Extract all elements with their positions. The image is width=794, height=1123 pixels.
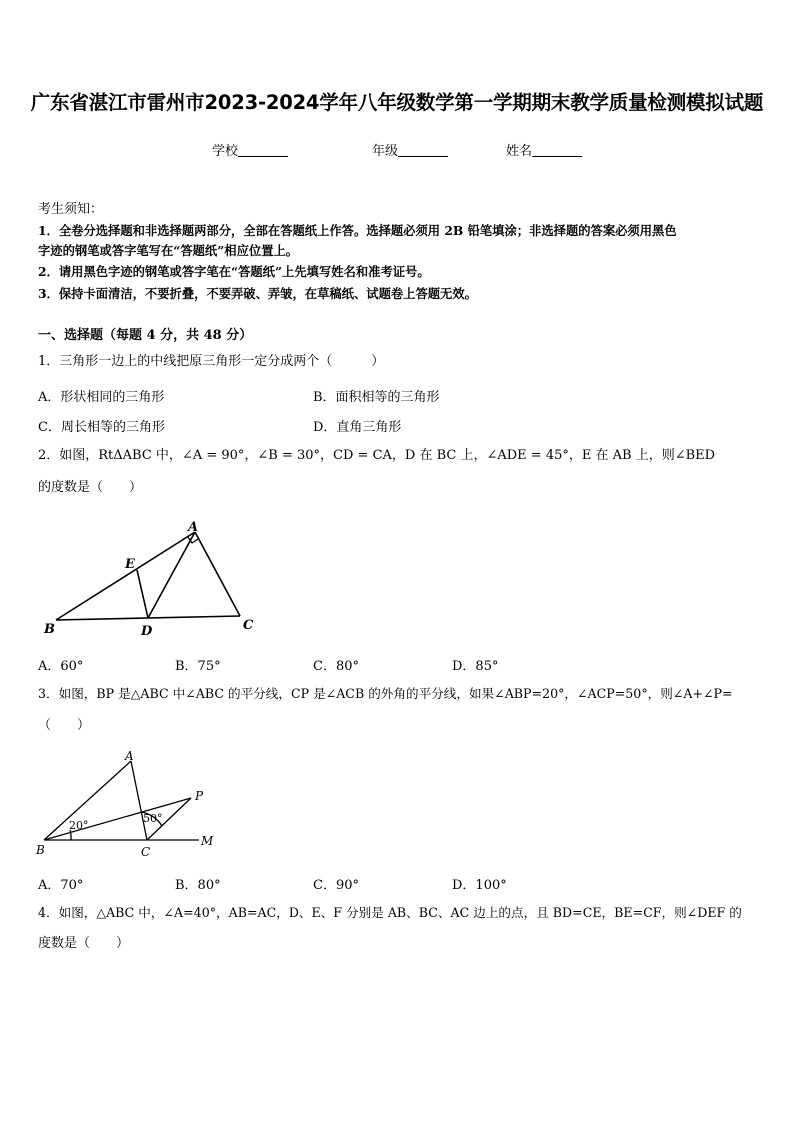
q3-label-b: B: [36, 843, 45, 857]
q1-option-b: B．面积相等的三角形: [313, 390, 440, 405]
q1-option-d: D．直角三角形: [313, 420, 402, 435]
q2-label-d: D: [141, 624, 153, 639]
name-field: [506, 140, 582, 159]
notice-line-2: 2．请用黑色字迹的钢笔或答字笔在“答题纸”上先填写姓名和准考证号。: [38, 264, 430, 279]
q3-angle-50: 50°: [143, 812, 163, 825]
notice-heading: 考生须知：: [38, 202, 104, 217]
q1-option-a: A．形状相同的三角形: [38, 390, 165, 405]
section-heading: 一、选择题（每题 4 分，共 48 分）: [38, 328, 253, 343]
q3-option-c: C．90°: [313, 878, 359, 893]
notice-line-3: 3．保持卡面清洁，不要折叠，不要弄破、弄皱，在草稿纸、试题卷上答题无效。: [38, 286, 477, 301]
q3-option-a: A．70°: [38, 878, 84, 893]
q3-stem-cont: （ ）: [38, 718, 91, 733]
grade-field: [372, 140, 448, 159]
q2-label-c: C: [243, 618, 254, 633]
q1-option-c: C．周长相等的三角形: [38, 420, 165, 435]
q2-label-a: A: [188, 520, 199, 535]
q3-angle-20: 20°: [69, 819, 89, 832]
q2-option-d: D．85°: [452, 659, 499, 674]
q3-label-c: C: [141, 845, 151, 859]
q3-option-d: D．100°: [452, 878, 507, 893]
q4-stem: 4．如图，△ABC 中，∠A=40°，AB=AC，D、E、F 分别是 AB、BC、AC 边上的点，且 BD=CE，BE=CF，则∠DEF 的: [38, 905, 742, 920]
name-blank: [532, 144, 582, 157]
school-blank: [238, 144, 288, 157]
grade-blank: [398, 144, 448, 157]
notice-line-1b: 字迹的钢笔或答字笔写在“答题纸”相应位置上。: [38, 243, 299, 258]
name-label: 姓名: [506, 144, 533, 159]
q3-stem: 3．如图，BP 是△ABC 中∠ABC 的平分线，CP 是∠ACB 的外角的平分线，如果∠ABP=20°，∠ACP=50°，则∠A+∠P=: [38, 686, 733, 701]
q3-option-b: B．80°: [175, 878, 221, 893]
q2-label-e: E: [125, 557, 135, 572]
q2-figure: [38, 515, 268, 640]
q4-stem-cont: 度数是（ ）: [38, 936, 130, 951]
q3-label-m: M: [201, 834, 214, 848]
q3-figure: [34, 748, 224, 860]
q2-option-b: B．75°: [175, 659, 221, 674]
grade-label: 年级: [372, 144, 399, 159]
school-label: 学校: [212, 144, 239, 159]
q2-option-c: C．80°: [313, 659, 359, 674]
page-title: 广东省湛江市雷州市2023-2024学年八年级数学第一学期期末教学质量检测模拟试题: [30, 91, 764, 114]
q2-option-a: A．60°: [38, 659, 84, 674]
q2-label-b: B: [44, 622, 55, 637]
q1-stem: 1．三角形一边上的中线把原三角形一定分成两个（ ）: [38, 354, 385, 369]
notice-line-1a: 1．全卷分选择题和非选择题两部分，全部在答题纸上作答。选择题必须用 2B 铅笔填涂；非选择题的答案必须用黑色: [38, 223, 677, 238]
q2-stem-cont: 的度数是（ ）: [38, 480, 143, 495]
q3-label-a: A: [125, 749, 134, 763]
q3-label-p: P: [195, 789, 204, 803]
q2-stem: 2．如图，RtΔABC 中，∠A = 90°，∠B = 30°，CD = CA，D 在 BC 上，∠ADE = 45°，E 在 AB 上，则∠BED: [38, 448, 716, 463]
school-field: [212, 140, 288, 159]
